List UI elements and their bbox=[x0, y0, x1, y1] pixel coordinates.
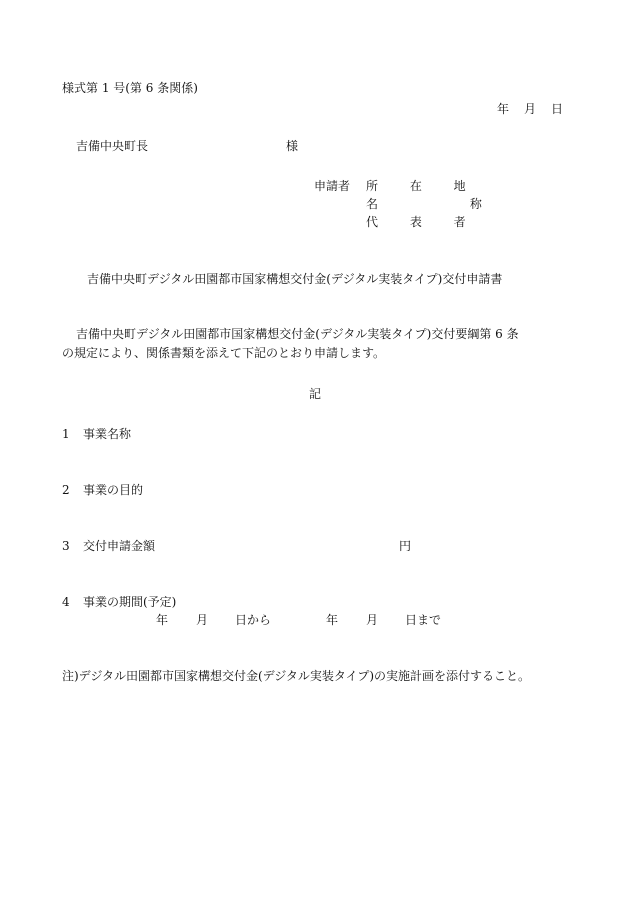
item-1-label: 事業名称 bbox=[83, 427, 132, 441]
date-month: 月 bbox=[524, 102, 537, 116]
period-end-month: 月 bbox=[366, 613, 379, 627]
period-start-month: 月 bbox=[196, 613, 209, 627]
body-line-1: 吉備中央町デジタル田園都市国家構想交付金(デジタル実装タイプ)交付要綱第 6 条 bbox=[76, 327, 519, 341]
item-3-unit: 円 bbox=[399, 539, 412, 553]
body-line-2: の規定により、関係書類を添えて下記のとおり申請します。 bbox=[62, 346, 386, 360]
addressee-honorific: 様 bbox=[286, 139, 299, 153]
date-day: 日 bbox=[551, 102, 564, 116]
form-number: 様式第 1 号(第 6 条関係) bbox=[62, 81, 198, 95]
item-4-number: 4 bbox=[62, 595, 70, 609]
applicant-label: 申請者 bbox=[314, 179, 351, 193]
item-3-number: 3 bbox=[62, 539, 70, 553]
period-start-day: 日から bbox=[235, 613, 272, 627]
addressee-name: 吉備中央町長 bbox=[76, 139, 149, 153]
period-end-day: 日まで bbox=[405, 613, 442, 627]
item-4-label: 事業の期間(予定) bbox=[83, 595, 177, 609]
document-title: 吉備中央町デジタル田園都市国家構想交付金(デジタル実装タイプ)交付申請書 bbox=[87, 272, 503, 286]
period-start-year: 年 bbox=[156, 613, 169, 627]
applicant-representative-label: 代 表 者 bbox=[366, 215, 480, 229]
footnote: 注)デジタル田園都市国家構想交付金(デジタル実装タイプ)の実施計画を添付すること。 bbox=[62, 669, 531, 683]
applicant-name-label: 名 称 bbox=[366, 197, 526, 211]
period-end-year: 年 bbox=[326, 613, 339, 627]
item-1-number: 1 bbox=[62, 427, 70, 441]
item-2-label: 事業の目的 bbox=[83, 483, 144, 497]
item-3-label: 交付申請金額 bbox=[83, 539, 156, 553]
ki-heading: 記 bbox=[309, 387, 322, 401]
date-year: 年 bbox=[497, 102, 510, 116]
applicant-address-label: 所 在 地 bbox=[366, 179, 480, 193]
item-2-number: 2 bbox=[62, 483, 70, 497]
